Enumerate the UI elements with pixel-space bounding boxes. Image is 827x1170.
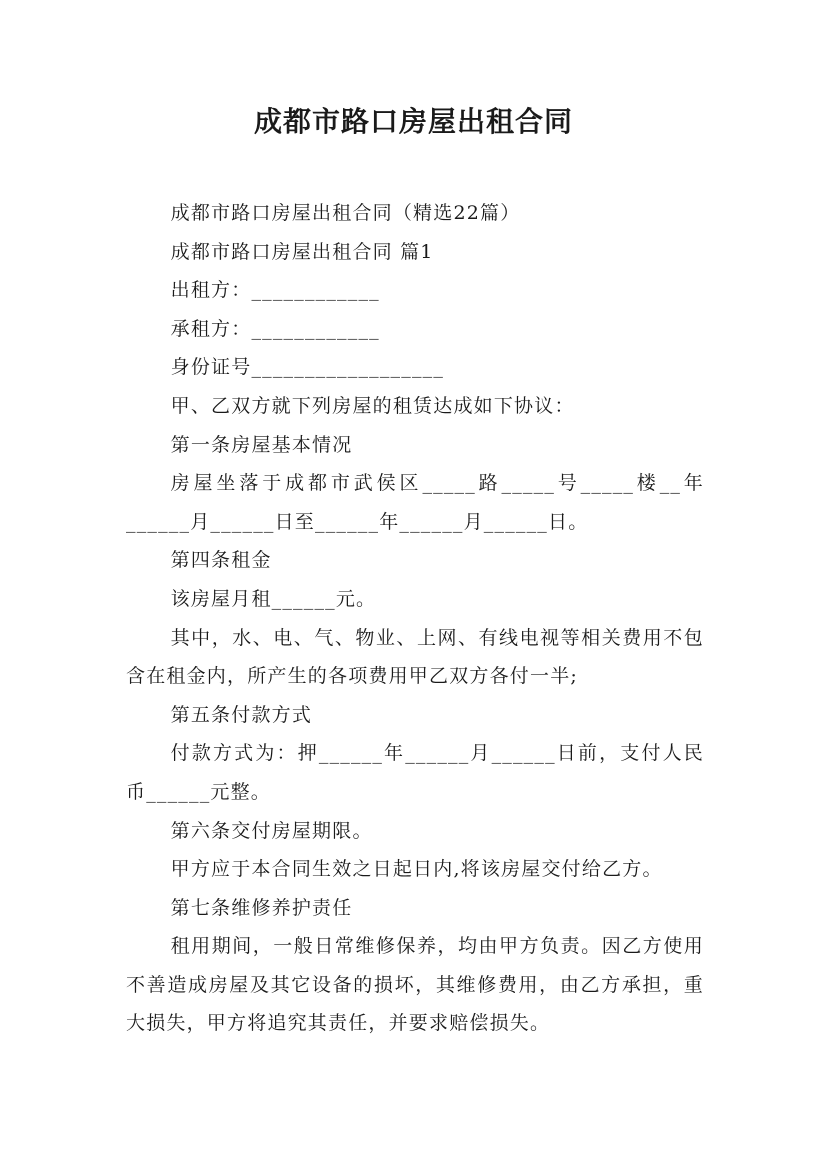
document-title: 成都市路口房屋出租合同 bbox=[253, 105, 573, 138]
paragraph-section-heading: 成都市路口房屋出租合同 篇1 bbox=[170, 240, 434, 263]
paragraph-lessee: 承租方：____________ bbox=[170, 317, 380, 340]
paragraph-id-number: 身份证号__________________ bbox=[170, 356, 445, 379]
paragraph-agreement-intro: 甲、乙双方就下列房屋的租赁达成如下协议： bbox=[170, 394, 575, 417]
paragraph-article-6: 第六条交付房屋期限。 bbox=[170, 819, 373, 842]
paragraph-article-4: 第四条租金 bbox=[170, 549, 272, 572]
paragraph-article-1: 第一条房屋基本情况 bbox=[170, 433, 353, 456]
paragraph-handover: 甲方应于本合同生效之日起日内,将该房屋交付给乙方。 bbox=[170, 858, 663, 881]
paragraph-article-7: 第七条维修养护责任 bbox=[170, 896, 353, 919]
paragraph-property-location: 房屋坐落于成都市武侯区_____路_____号_____楼__年______月______日至______年______月______日。 bbox=[126, 472, 704, 533]
paragraph-fees: 其中，水、电、气、物业、上网、有线电视等相关费用不包含在租金内，所产生的各项费用甲乙双方各付一半; bbox=[126, 626, 704, 688]
paragraph-article-5: 第五条付款方式 bbox=[170, 703, 313, 726]
document-body bbox=[126, 194, 704, 1043]
paragraph-subtitle: 成都市路口房屋出租合同（精选22篇） bbox=[170, 202, 521, 224]
paragraph-monthly-rent: 该房屋月租______元。 bbox=[170, 587, 377, 610]
paragraph-lessor: 出租方：____________ bbox=[170, 279, 380, 302]
paragraph-payment-method: 付款方式为：押______年______月______日前，支付人民币______元整。 bbox=[126, 742, 704, 803]
paragraph-maintenance: 租用期间，一般日常维修保养，均由甲方负责。因乙方使用不善造成房屋及其它设备的损坏，其维修费用，由乙方承担，重大损失，甲方将追究其责任，并要求赔偿损失。 bbox=[126, 935, 704, 1035]
